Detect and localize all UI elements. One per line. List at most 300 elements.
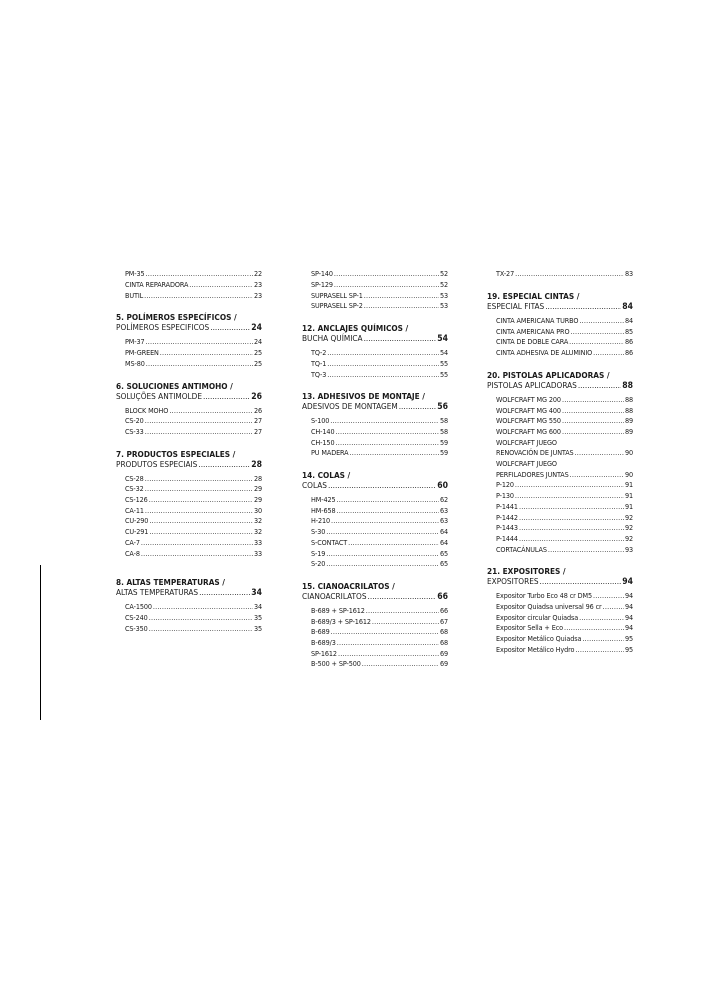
dot-leader [328,480,436,490]
toc-entry[interactable] [302,538,448,549]
toc-entry[interactable] [302,370,448,381]
dot-leader [145,474,253,485]
entry-name: TQ-2 [311,348,327,358]
section-title: 21. EXPOSITORES / [487,566,566,577]
entry-name: PM-37 [125,337,145,347]
dot-leader [330,416,439,427]
section-subtitle: PRODUTOS ESPECIAIS [116,458,198,469]
toc-entry[interactable] [487,591,633,602]
toc-section [116,381,262,438]
dot-leader [519,534,624,545]
entry-name: P-1444 [496,533,518,543]
entry-page: 91 [624,501,633,511]
entry-name: CA-8 [125,548,140,558]
toc-entry[interactable] [487,337,633,348]
entry-name: P-130 [496,491,514,501]
dot-leader [579,316,624,327]
entry-page: 34 [253,602,262,612]
entry-page: 53 [439,290,448,300]
dot-leader [327,359,439,370]
entry-page: 26 [253,405,262,415]
toc-entry[interactable] [302,606,448,617]
entry-page: 84 [624,316,633,325]
dot-leader [519,513,624,524]
entry-name: Expositor circular Quiadsa [496,612,579,622]
entry-name: H-210 [311,516,331,526]
toc-entry[interactable] [302,359,448,370]
dot-leader [145,416,253,427]
entry-name: CINTA REPARADORA [125,280,189,289]
clipped-entry [302,270,448,280]
entry-page: 66 [439,605,448,615]
toc-column-1 [116,270,262,634]
entry-page: 88 [624,394,633,404]
toc-section [116,312,262,369]
entry-name: SUPRASELL SP-1 [311,290,363,300]
entry-page: 55 [439,358,448,368]
section-subtitle-row[interactable] [302,480,448,491]
entry-name: WOLFCRAFT MG 600 [496,426,561,436]
toc-entry[interactable] [116,527,262,538]
dot-leader [575,448,624,459]
toc-section [302,391,448,459]
entry-name: HM-425 [311,495,336,505]
toc-entry[interactable] [302,448,448,459]
dot-leader [545,301,621,311]
toc-entry[interactable] [302,438,448,449]
toc-entry[interactable] [487,270,633,280]
entry-name: SP-129 [311,280,333,289]
dot-leader [562,406,624,417]
dot-leader [149,495,253,506]
toc-entry[interactable] [487,545,633,556]
section-subtitle-row[interactable] [302,333,448,344]
toc-entry[interactable] [116,613,262,624]
entry-page: 91 [624,480,633,490]
entry-name: CS-126 [125,495,148,505]
section-page: 26 [251,391,262,402]
entry-name: BLOCK MOHO [125,405,169,415]
toc-section [302,581,448,670]
toc-entry[interactable] [302,270,448,280]
dot-leader [548,545,624,556]
dot-leader [515,491,624,502]
entry-page: 33 [253,537,262,547]
section-subtitle-row[interactable] [302,591,448,602]
dot-leader [141,538,253,549]
dot-leader [141,549,253,560]
entry-page: 23 [253,280,262,289]
section-subtitle: CIANOACRILATOS [302,590,367,601]
dot-leader [327,370,439,381]
entry-page: 68 [439,638,448,648]
toc-entry[interactable] [116,602,262,613]
section-page: 94 [622,577,633,588]
toc-entry[interactable] [302,659,448,670]
dot-leader [335,438,439,449]
entry-name-line1: WOLFCRAFT JUEGO [496,459,557,469]
toc-entry[interactable] [487,602,633,613]
entry-name: CA-11 [125,505,144,515]
dot-leader [399,401,437,411]
entry-page: 94 [624,623,633,633]
dot-leader [579,613,624,624]
dot-leader [575,645,624,656]
entry-name: MS-80 [125,358,145,368]
toc-entry[interactable] [116,549,262,560]
toc-section [302,323,448,380]
dot-leader [153,602,253,613]
toc-entry[interactable] [487,513,633,524]
section-subtitle-row[interactable] [116,587,262,598]
entry-name: HM-658 [311,505,336,515]
entry-name: CS-32 [125,484,144,494]
entry-page: 35 [253,612,262,622]
entry-page: 25 [253,358,262,368]
toc-entry[interactable] [302,617,448,628]
toc-entry[interactable] [302,348,448,359]
dot-leader [564,623,624,634]
toc-entry[interactable] [487,491,633,502]
entry-page: 53 [439,301,448,311]
entry-name: TQ-3 [311,369,327,379]
toc-entry[interactable] [302,291,448,302]
entry-name: B-500 + SP-500 [311,659,361,669]
dot-leader [337,506,439,517]
entry-page: 95 [624,644,633,654]
toc-entry[interactable] [487,416,633,427]
entry-name: Expositor Metálico Hydro [496,644,575,654]
entry-name: CINTA AMERICANA PRO [496,326,570,336]
toc-entry[interactable] [487,534,633,545]
entry-name: WOLFCRAFT MG 550 [496,416,561,426]
section-page: 84 [622,302,633,312]
section-subtitle: SOLUÇÕES ANTIMOLDE [116,390,202,401]
entry-page: 55 [439,369,448,379]
entry-page: 29 [253,484,262,494]
entry-name-line2: RENOVACIÓN DE JUNTAS [496,448,574,458]
toc-entry[interactable] [487,406,633,417]
entry-name: CH-150 [311,437,335,447]
toc-section [487,291,633,359]
dot-leader [149,527,253,538]
entry-name [496,438,574,459]
entry-page: 54 [439,348,448,358]
section-subtitle: EXPOSITORES [487,576,539,587]
dot-leader [146,359,253,370]
entry-name: Expositor Metálico Quiadsa [496,634,582,644]
dot-leader [372,617,439,628]
toc-entry[interactable] [116,416,262,427]
entry-page: 27 [253,416,262,426]
entry-page: 95 [624,634,633,644]
dot-leader [189,280,253,291]
toc-section [116,577,262,634]
entry-page: 83 [624,270,633,279]
entry-name: PM-35 [125,270,145,279]
toc-column-2 [302,270,448,670]
entry-name: Expositor Sella + Eco [496,623,563,633]
dot-leader [337,638,439,649]
section-subtitle-row[interactable] [116,391,262,402]
dot-leader [364,333,437,343]
entry-page: 63 [439,505,448,515]
dot-leader [149,613,253,624]
binding-edge-line [40,565,41,720]
dot-leader [326,527,439,538]
entry-name: B-689 [311,627,330,637]
dot-leader [146,337,253,348]
toc-entry[interactable] [116,624,262,635]
entry-page: 67 [439,616,448,626]
entry-page: 88 [624,405,633,415]
section-title: 7. PRODUCTOS ESPECIALES / [116,448,236,459]
entry-page: 32 [253,516,262,526]
dot-leader [146,270,253,280]
toc-entry[interactable] [302,559,448,570]
dot-leader [515,480,624,491]
entry-name: S-100 [311,416,330,426]
toc-entry[interactable] [116,495,262,506]
dot-leader [326,549,439,560]
dot-leader [540,576,622,586]
dot-leader [603,602,624,613]
entry-page: 92 [624,533,633,543]
dot-leader [331,627,439,638]
section-subtitle: PISTOLAS APLICADORAS [487,379,577,390]
toc-entry[interactable] [487,623,633,634]
toc-entry[interactable] [487,427,633,438]
toc-entry[interactable] [116,291,262,302]
dot-leader [203,391,250,401]
section-page: 66 [437,591,448,602]
toc-entry[interactable] [487,438,633,459]
entry-page: 23 [253,290,262,300]
entry-name: CU-290 [125,516,149,526]
dot-leader [364,291,439,302]
toc-entry[interactable] [487,395,633,406]
dot-leader [519,523,624,534]
entry-page: 89 [624,426,633,436]
entry-name: CA-7 [125,537,140,547]
section-subtitle-row[interactable] [302,401,448,412]
section-subtitle: BUCHA QUÍMICA [302,333,363,344]
section-page: 28 [251,459,262,470]
toc-section [302,470,448,570]
entry-name: TX-27 [496,270,515,279]
toc-entry[interactable] [302,495,448,506]
entry-page: 52 [439,280,448,289]
dot-leader [515,270,624,280]
toc-entry[interactable] [302,627,448,638]
dot-leader [145,427,253,438]
toc-entry[interactable] [487,502,633,513]
entry-page: 30 [253,505,262,515]
dot-leader [338,649,439,660]
section-subtitle: ESPECIAL FITAS [487,301,545,311]
entry-name: B-689/3 + SP-1612 [311,616,371,626]
dot-leader [327,348,439,359]
entry-name: CORTACÁNULAS [496,544,547,554]
entry-page: 65 [439,559,448,569]
toc-section [487,370,633,556]
entry-page: 59 [439,437,448,447]
toc-entry[interactable] [487,348,633,359]
entry-page: 93 [624,544,633,554]
entry-page: 52 [439,270,448,279]
entry-page: 22 [253,270,262,279]
entry-page: 64 [439,537,448,547]
section-subtitle: POLÍMEROS ESPECIFICOS [116,322,210,333]
toc-entry[interactable] [302,527,448,538]
dot-leader [160,348,253,359]
dot-leader [326,559,439,570]
toc-entry[interactable] [116,406,262,417]
toc-entry[interactable] [487,316,633,327]
toc-entry[interactable] [487,645,633,656]
dot-leader [144,291,253,302]
entry-name: CU-291 [125,527,149,537]
section-title: 20. PISTOLAS APLICADORAS / [487,369,610,380]
entry-page: 89 [624,416,633,426]
dot-leader [582,634,624,645]
toc-entry[interactable] [487,523,633,534]
entry-name: P-1441 [496,501,518,511]
section-subtitle: ALTAS TEMPERATURAS [116,587,199,598]
dot-leader [366,606,439,617]
entry-page: 59 [439,448,448,458]
toc-section [487,566,633,655]
toc-entry[interactable] [302,301,448,312]
entry-page: 58 [439,416,448,426]
clipped-entry [116,270,262,280]
dot-leader [198,459,250,469]
toc-entry[interactable] [116,484,262,495]
toc-entry[interactable] [487,459,633,480]
dot-leader [145,484,253,495]
entry-page: 94 [624,591,633,601]
entry-name: S-19 [311,548,326,558]
toc-entry[interactable] [487,480,633,491]
dot-leader [334,270,439,280]
section-title: 14. COLAS / [302,470,351,481]
toc-entry[interactable] [487,634,633,645]
section-subtitle-row[interactable] [116,322,262,333]
toc-entry[interactable] [302,416,448,427]
section-title: 8. ALTAS TEMPERATURAS / [116,577,225,588]
entry-page: 32 [253,527,262,537]
toc-entry[interactable] [116,538,262,549]
entry-page: 92 [624,512,633,522]
section-subtitle-row[interactable] [116,459,262,470]
entry-name: P-1443 [496,523,518,533]
toc-entry[interactable] [302,549,448,560]
section-title: 6. SOLUCIONES ANTIMOHO / [116,380,233,391]
entry-name: CA-1500 [125,602,152,612]
section-title: 5. POLÍMEROS ESPECÍFICOS / [116,312,237,323]
section-subtitle-row[interactable] [487,576,633,587]
entry-page: 35 [253,623,262,633]
entry-name: CINTA ADHESIVA DE ALUMINIO [496,348,593,358]
dot-leader [364,301,439,312]
section-page: 34 [251,588,262,599]
entry-page: 27 [253,426,262,436]
dot-leader [210,322,250,332]
toc-entry[interactable] [487,613,633,624]
toc-entry[interactable] [116,348,262,359]
toc-entry[interactable] [302,638,448,649]
section-title: 19. ESPECIAL CINTAS / [487,291,580,301]
entry-page: 29 [253,495,262,505]
entry-page: 91 [624,491,633,501]
toc-entry[interactable] [302,280,448,291]
entry-name: CINTA AMERICANA TURBO [496,316,579,325]
dot-leader [337,495,439,506]
entry-name: CS-28 [125,473,144,483]
dot-leader [562,416,624,427]
entry-name [496,459,569,480]
entry-page: 25 [253,348,262,358]
entry-page: 65 [439,548,448,558]
entry-name-line2: PERFILADORES JUNTAS [496,469,569,479]
section-subtitle: ADESIVOS DE MONTAGEM [302,401,398,412]
entry-page: 86 [624,337,633,347]
dot-leader [199,587,250,597]
entry-name: PU MADERA [311,448,349,458]
entry-name: PM-GREEN [125,348,159,358]
entry-name: CS-240 [125,612,148,622]
entry-name: P-1442 [496,512,518,522]
dot-leader [331,516,439,527]
toc-entry[interactable] [116,474,262,485]
toc-entry[interactable] [116,270,262,280]
entry-page: 28 [253,473,262,483]
toc-entry[interactable] [302,427,448,438]
entry-name: TQ-1 [311,358,327,368]
section-page: 54 [437,334,448,345]
toc-entry[interactable] [487,327,633,338]
toc-entry[interactable] [116,337,262,348]
toc-entry[interactable] [302,506,448,517]
toc-entry[interactable] [302,516,448,527]
entry-page: 86 [624,348,633,358]
dot-leader [578,380,621,390]
entry-name: BUTIL [125,290,144,300]
entry-name: Expositor Turbo Eco 48 cr DM5 [496,591,593,601]
entry-page: 64 [439,527,448,537]
section-subtitle-row[interactable] [487,301,633,312]
entry-page: 94 [624,602,633,612]
entry-name: CS-20 [125,416,144,426]
entry-name: B-689 + SP-1612 [311,605,365,615]
entry-name: CH-140 [311,426,335,436]
toc-entry[interactable] [116,359,262,370]
entry-page: 90 [624,469,633,479]
toc-entry[interactable] [116,506,262,517]
entry-name: CS-350 [125,623,148,633]
toc-column-3 [487,270,633,656]
toc-entry[interactable] [116,516,262,527]
section-subtitle-row[interactable] [487,380,633,391]
entry-page: 24 [253,337,262,347]
entry-name-line1: WOLFCRAFT JUEGO [496,437,557,447]
entry-name: CINTA DE DOBLE CARA [496,337,569,347]
toc-entry[interactable] [302,649,448,660]
toc-entry[interactable] [116,427,262,438]
entry-page: 92 [624,523,633,533]
toc-entry[interactable] [116,280,262,291]
dot-leader [349,448,438,459]
